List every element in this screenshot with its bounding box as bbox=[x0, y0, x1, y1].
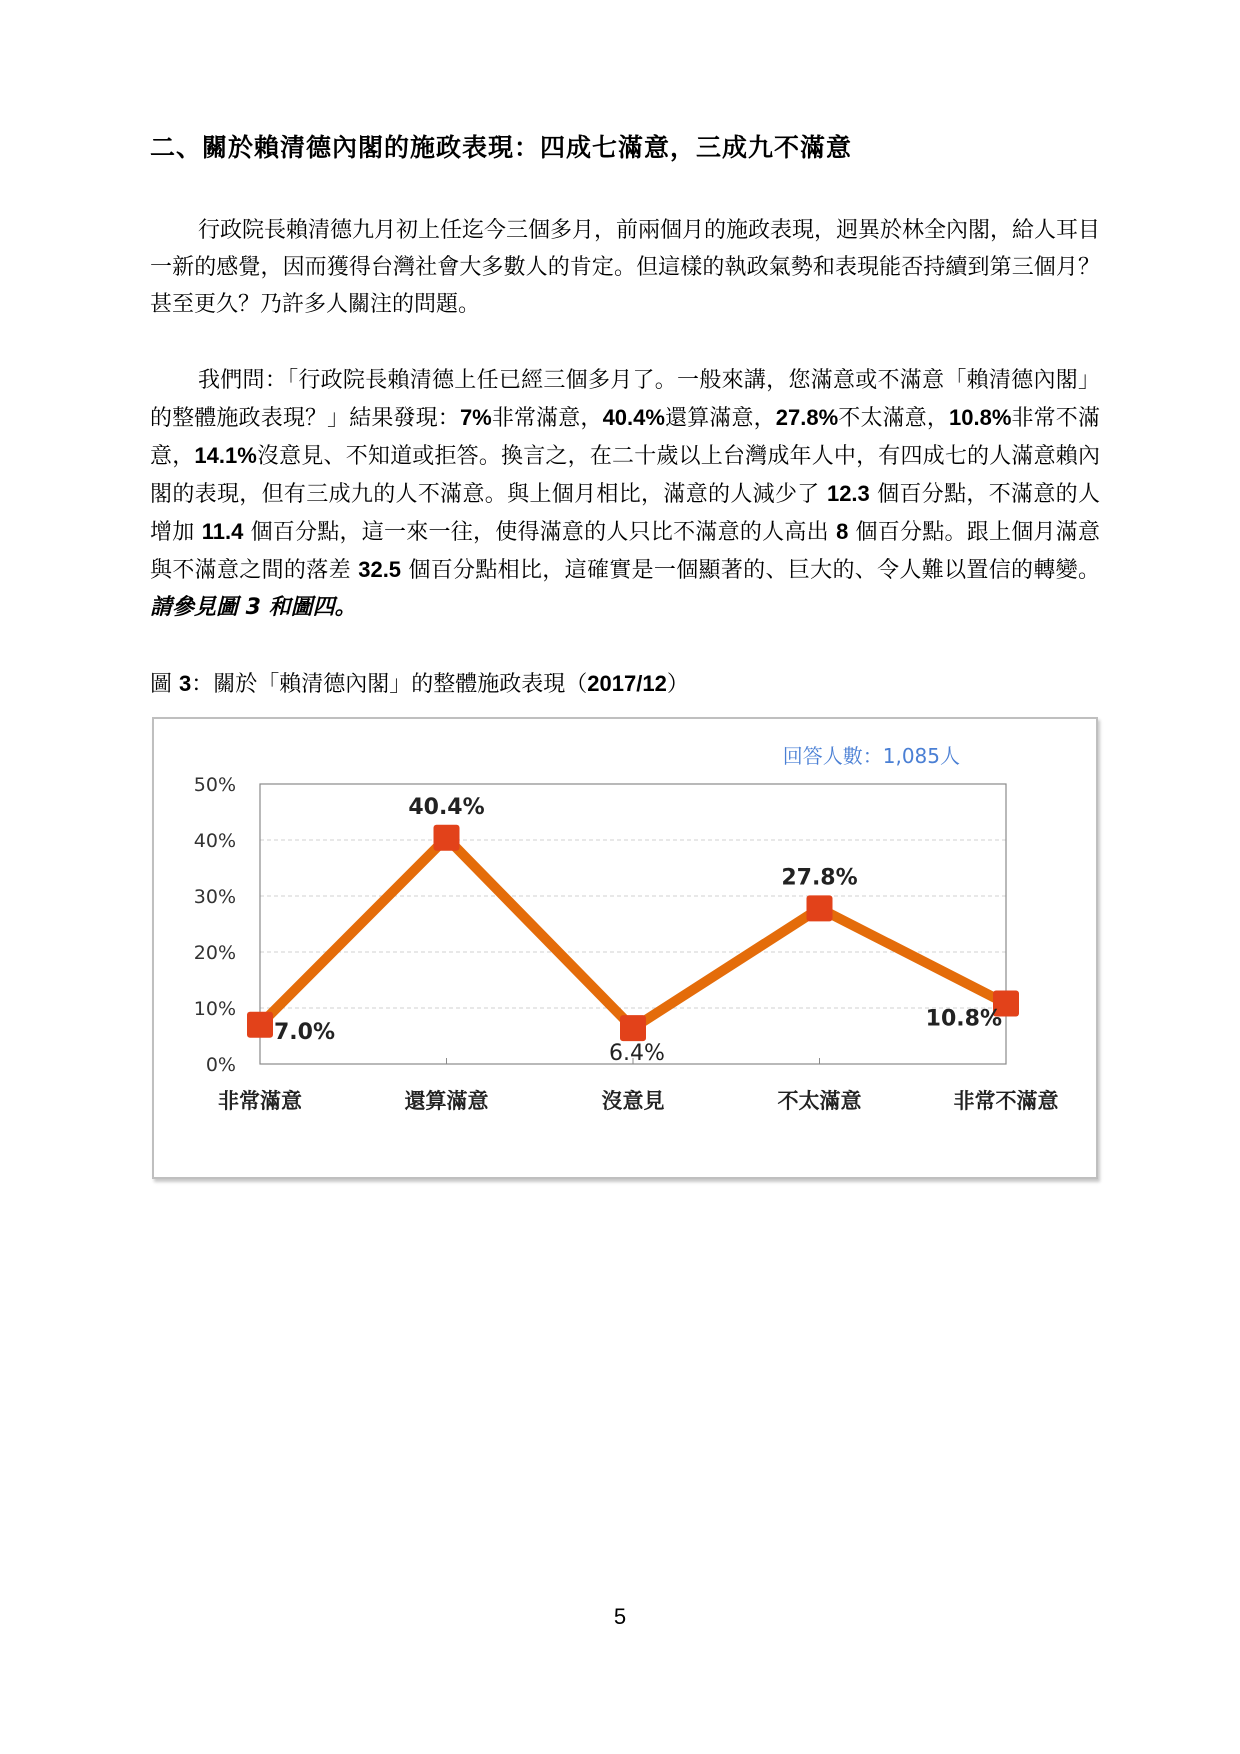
paragraph-2 bbox=[150, 362, 1100, 626]
stat-value: 11.4 bbox=[201, 519, 244, 544]
paragraph-text: 還算滿意， bbox=[664, 406, 776, 431]
paragraph-1: 行政院長賴清德九月初上任迄今三個多月，前兩個月的施政表現，迥異於林全內閣，給人耳目一新的感覺，因而獲得台灣社會大多數人的肯定。但這樣的執政氣勢和表現能否持續到第三個月？甚至更久？乃許多人關注的問題。 bbox=[150, 218, 1101, 317]
section-title: 二、關於賴清德內閣的施政表現：四成七滿意，三成九不滿意 bbox=[150, 133, 853, 162]
y-tick-label: 40% bbox=[193, 830, 236, 852]
data-point-marker bbox=[247, 1012, 273, 1038]
paragraph-text: 非常滿意， bbox=[491, 406, 603, 431]
paragraph-text: 個百分點。跟上個月滿意與不滿意之間的落差 bbox=[150, 520, 1100, 583]
x-category-label: 還算滿意 bbox=[404, 1089, 489, 1113]
figure-number: 3 bbox=[179, 671, 192, 696]
line-chart bbox=[154, 719, 1096, 1177]
paragraph-text: 個百分點相比，這確實是一個顯著的、巨大的、令人難以置信的轉變。 bbox=[408, 558, 1100, 583]
data-label: 10.8% bbox=[925, 1006, 1002, 1032]
x-category-label: 非常不滿意 bbox=[953, 1089, 1059, 1113]
stat-value: 32.5 bbox=[358, 557, 402, 582]
figure-caption bbox=[150, 667, 689, 698]
y-tick-label: 10% bbox=[193, 998, 236, 1020]
paragraph-text: 個百分點，不滿意的人增加 bbox=[150, 482, 1100, 545]
stat-value: 14.1% bbox=[194, 443, 257, 468]
paragraph-text: 非常不滿意， bbox=[150, 406, 1100, 469]
y-tick-label: 50% bbox=[193, 774, 236, 796]
data-label: 40.4% bbox=[408, 794, 485, 820]
paragraph-text: 我們問：「行政院長賴清德上任已經三個多月了。一般來講，您滿意或不滿意「賴清德內閣」的整體施政表現？」結果發現： bbox=[150, 368, 1100, 431]
page-number: 5 bbox=[613, 1604, 627, 1629]
paragraph-text: 沒意見、不知道或拒答。換言之，在二十歲以上台灣成年人中，有四成七的人滿意賴內閣的表現，但有三成九的人不滿意。與上個月相比，滿意的人減少了 bbox=[150, 444, 1100, 507]
stat-value: 8 bbox=[836, 519, 849, 544]
y-tick-label: 0% bbox=[205, 1054, 236, 1076]
x-category-label: 非常滿意 bbox=[218, 1089, 302, 1113]
stat-value: 7% bbox=[459, 405, 492, 430]
chart-frame bbox=[152, 717, 1098, 1179]
series-line bbox=[260, 838, 1006, 1028]
respondents-note: 回答人數：1,085人 bbox=[782, 744, 960, 768]
data-point-marker bbox=[434, 825, 460, 851]
x-category-label: 沒意見 bbox=[601, 1089, 665, 1113]
y-tick-label: 20% bbox=[193, 942, 236, 964]
data-point-marker bbox=[620, 1015, 646, 1041]
data-point-marker bbox=[807, 895, 833, 921]
paragraph-text: 個百分點，這一來一往，使得滿意的人只比不滿意的人高出 bbox=[250, 520, 829, 545]
figure-caption-prefix: 圖 bbox=[150, 672, 173, 697]
y-tick-label: 30% bbox=[193, 886, 236, 908]
paragraph-text: 不太滿意， bbox=[838, 406, 949, 431]
data-label: 7.0% bbox=[274, 1019, 336, 1045]
stat-value: 27.8% bbox=[775, 405, 839, 430]
x-category-label: 不太滿意 bbox=[777, 1089, 862, 1113]
stat-value: 10.8% bbox=[949, 405, 1012, 430]
data-label: 6.4% bbox=[609, 1041, 665, 1067]
figure-caption-suffix: ） bbox=[666, 672, 689, 697]
data-label: 27.8% bbox=[781, 865, 858, 891]
stat-value: 12.3 bbox=[826, 481, 870, 506]
stat-value: 40.4% bbox=[602, 405, 665, 430]
figure-date: 2017/12 bbox=[587, 671, 667, 696]
figure-reference: 請參見圖 3 和圖四。 bbox=[150, 595, 357, 620]
figure-caption-text: ：關於「賴清德內閣」的整體施政表現（ bbox=[191, 672, 588, 697]
